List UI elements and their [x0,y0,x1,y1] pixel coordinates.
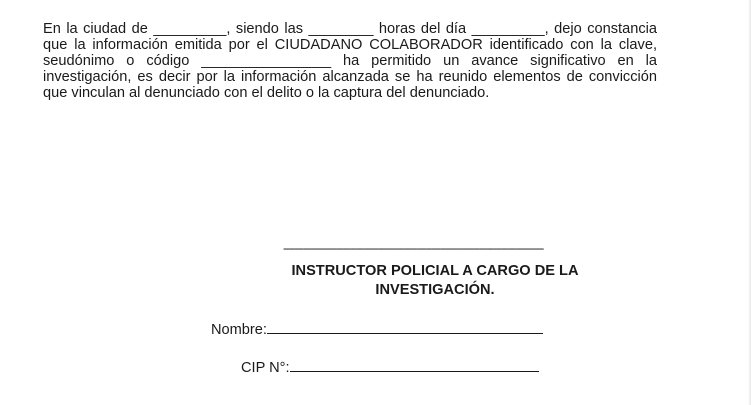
cip-label: CIP N°: [241,360,290,376]
nombre-label: Nombre: [211,322,267,338]
cip-line [290,359,539,372]
signature-line: --------------------------------------------------------------------------------------------- [283,242,544,254]
paragraph-text-1: En la ciudad de [43,20,148,37]
code-blank: ________________ [201,52,332,69]
signature-title: INSTRUCTOR POLICIAL A CARGO DE LA INVESTIGACIÓN. [291,263,579,298]
nombre-field [211,321,543,339]
city-blank: _________ [153,20,227,37]
hour-blank: ________ [308,20,374,37]
nombre-line [267,321,543,334]
paragraph-text-2: , siendo las [226,20,304,37]
cip-field [241,359,539,377]
day-blank: _________ [471,20,545,37]
constancia-paragraph [43,21,657,101]
paragraph-text-5: ha permitido un avance significativo en la investigación, es decir por la información alcanzada se ha reunido elementos de convicción que vinculan al denunciado con el delito o la captura del denunciado. [43,52,657,101]
paragraph-text-4: , dejo constancia que la información emitida por el CIUDADANO COLABORADOR identificado con la clave, seudónimo o código [43,20,657,69]
paragraph-text-3: horas del día [378,20,467,37]
